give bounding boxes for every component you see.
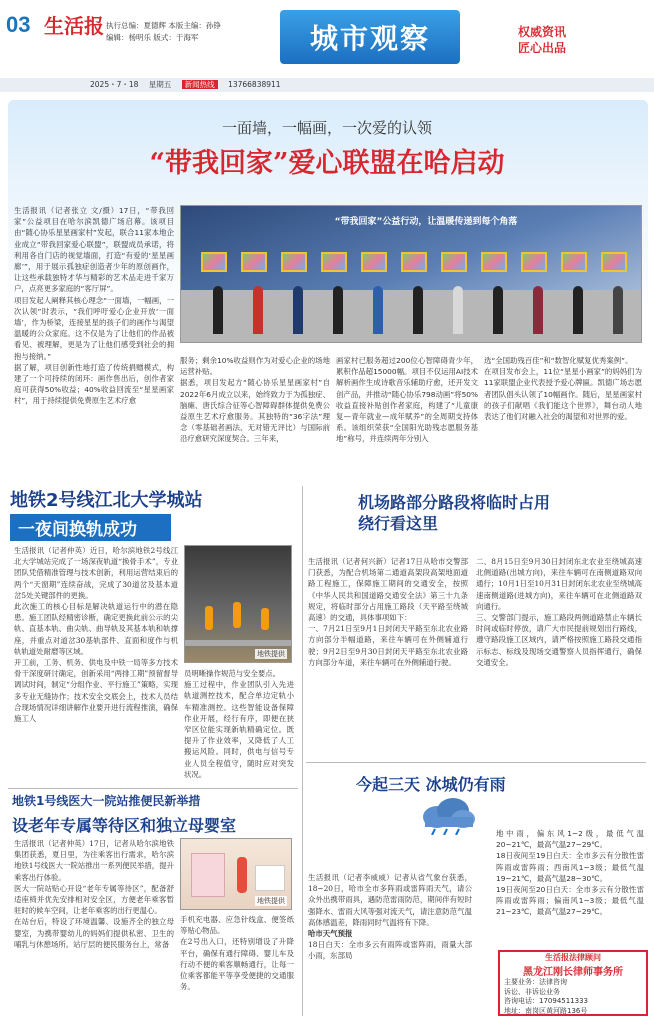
subway-paragraph: 开工前，工务、机务、供电及中铁一局等多方技术骨干深度研讨确定，创新采用“两排工期”预留督导调试时间，制定“分组作业、平行施工”策略，实现多专业无缝协作；技术安全交底会上，技术人员结合现场情况详细讲解作业要开进行流程推演，确保施工人 [14, 658, 178, 724]
page-number: 03 [6, 12, 31, 37]
law-firm-ad [498, 950, 648, 1016]
person-figure [293, 286, 303, 334]
lead-paragraph: 画家村已服务超过200位心智障碍青少年，累积作品超15000幅。项目不仅运用AI技术解析画作生成诗歌音乐辅助疗愈，还开发文创产品，并推动“随心协乐798动画”将50%收益直接补贴创作者家庭，构建了“儿童康复—青年就业—成年赋养”的全周期支持体系。该组织荣获“全国阳光助残志愿服务基地”称号，并连续两年分别入 [336, 356, 478, 444]
painting-panel [561, 252, 587, 272]
lead-paragraph: 据悉，项目发起方“随心协乐星星画家村”自2022年6月成立以来，始终致力于为孤独症、脑瘫、唐氏综合征等心智障碍群体提供免费公益原生艺术疗愈服务。其独特的“36字法”理念（零基础者画法、无对错无评比）与国际前沿疗愈研究深度契合。三年来， [180, 378, 330, 444]
rain-cloud-icon [415, 795, 479, 835]
rail [185, 640, 291, 646]
person-figure [253, 286, 263, 334]
worker-figure [261, 608, 269, 630]
lead-paragraph: 生活报讯（记者张立 文/摄）17日，“带我回家”公益项目在哈尔滨凯德广场启幕。该项目由“随心协乐星星画家村”发起，联合11家本地企业成立“带我回家爱心联盟”，联盟成员承诺，将利用各自门店的视觉墙面，打造“有爱的‘星星画廊’”，用于展示孤独症创造者少年的原创画作，让这些承载独特才华与精彩的艺术品走进千家万户，点亮更多家庭的“客厅屏”。 [14, 206, 174, 294]
lead-column-2 [180, 355, 330, 445]
stage [181, 290, 641, 342]
hospital-paragraph: 在2号出入口，还特别增设了升降平台，确保有通行障碍、婴儿车及行动不便的乘客顺畅通行，让每一位乘客都能平等享受便捷的交通服务。 [180, 937, 294, 992]
airport-paragraph: 二、8月15日至9月30日封闭东北农业至绕城高速北侧道路(出城方向)，来往车辆可在南侧道路双向通行；10月1日至10月31日封闭东北农业至绕城高速南侧道路(进城方向)，来往车辆可在北侧道路双向通行。 [476, 557, 642, 611]
painting-panel [361, 252, 387, 272]
painting-panel [321, 252, 347, 272]
weather-paragraph: 地中雨，偏东风1~2级，最低气温20~21℃，最高气温27~29℃。 [496, 829, 644, 850]
worker-figure [205, 606, 213, 630]
hospital-paragraph: 生活报讯（记者仲英）17日，记者从哈尔滨地铁集团获悉，夏日里，为往乘客出行需求，哈尔滨地铁1号线医大一院站推出一系列便民举措，提升乘客出行体验。 [14, 839, 174, 882]
hospital-headline-line-2: 设老年专属等待区和独立母婴室 [12, 816, 237, 835]
room-fixture [191, 853, 225, 897]
subway-paragraph: 生活报讯（记者仲英）近日，哈尔滨地铁2号线江北大学城站完成了一场深夜轨道“换骨手术”，专业团队凭借精准管理与技术创新，利用运营结束后的两个“天窗期”连续奋战，完成了30道岔及基本道岔5处关键部件的更换。 [14, 546, 178, 600]
staff-figure [237, 857, 247, 893]
weather-paragraph: 19日夜间至20日白天：全市多云有分散性雷阵雨或雷阵雨；偏南风1~3级；最低气温21~23℃，最高气温27~29℃。 [496, 885, 644, 917]
ad-line: 主要业务：法律咨询 [504, 978, 567, 986]
lead-paragraph: 服务；剩余10%收益则作为对爱心企业的场地运营补贴。 [180, 356, 330, 377]
airport-headline-line-2: 绕行看这里 [358, 514, 439, 533]
paper-logo: 生活报 [44, 14, 104, 38]
weather-headline: 今起三天 冰城仍有雨 [356, 775, 506, 794]
person-figure [453, 286, 463, 334]
slogan [518, 24, 566, 56]
ad-firm-name: 黑龙江刚长律师事务所 [523, 967, 623, 978]
hospital-headline-line-1: 地铁1号线医大一院站推便民新举措 [12, 794, 201, 808]
ad-line: 地址：南岗区黄河路136号 [504, 1006, 588, 1015]
airport-paragraph: 生活报讯（记者何兴新）记者17日从哈市交警部门获悉，为配合机场第二通道高架段高架地面道路工程施工，保障施工期间的交通安全，按照《中华人民共和国道路交通安全法》第三十九条规定，将临时部分占用施工路段（天平路至绕城高速）的交通，具体事项如下： [308, 557, 468, 623]
lead-paragraph: 选“全国助残百佳”和“数智化赋复优秀案例”。 [484, 356, 633, 365]
lead-column-1 [14, 205, 174, 407]
ad-body [500, 978, 646, 1016]
hospital-column-1 [14, 838, 174, 950]
lead-event-photo [180, 205, 642, 343]
issue-date: 2025・7・18 [90, 80, 139, 89]
person-figure [413, 286, 423, 334]
staff-credits [106, 20, 221, 44]
ad-title: 生活报法律顾问 [500, 952, 646, 963]
date-bar [0, 78, 654, 92]
subway-paragraph: 此次施工的核心目标是解决轨道运行中的潜在隐患。施工团队经精密诊断，确定更换此前公示的尖轨、直基本轨、曲尖轨、曲导轨及其基本轨和轨撑座，并重点对道岔30基轨部件、直面和度作与机轨轨道处耐磨等区域。 [14, 602, 178, 656]
slogan-line-1: 权威资讯 [518, 25, 567, 39]
hospital-headline [12, 792, 298, 836]
person-figure [613, 286, 623, 334]
hospital-paragraph: 医大一院站贴心开设“老年专属等待区”，配备舒适座椅并优先安排相对安全区，方便老年乘客暂驻时的候车空间，让老年乘客的出行更温心。 [14, 883, 174, 916]
lead-kicker: 一面墙，一幅画，一次爱的认领 [221, 119, 432, 137]
section-divider [8, 788, 298, 789]
weather-column-2 [496, 828, 644, 918]
photo-banner-text: “带我回家”公益行动，让温暖传递到每个角落 [334, 217, 518, 227]
lead-paragraph: 项目发起人阐释其核心理念“一面墙，一幅画，一次认领”时表示，“我们呼吁爱心企业开放‘一面墙’，作为桥梁，连接星星的孩子们的画作与渴望温暖的公众家庭。这不仅是为了让他们的作品被看见、被理解，更是为了让他们感受到社会的拥抱与接纳。” [14, 295, 174, 361]
lead-column-4 [484, 355, 642, 422]
lead-column-3 [336, 355, 478, 445]
subway-column-2 [184, 668, 294, 780]
person-figure [333, 286, 343, 334]
person-figure [533, 286, 543, 334]
hospital-column-2 [180, 914, 294, 992]
staff-line-2: 编辑：杨明乐 版式：于海军 [106, 33, 199, 42]
airport-paragraph: 三、交警部门提示，施工路段两侧道路禁止车辆长时间或临时停放，请广大市民提前规划出行路线，遵守路段施工区域内，请严格按照施工路段交通指示标志、标线及现场交通警察人员指挥通行，确保交通安全。 [476, 613, 642, 667]
subway-photo [184, 545, 292, 663]
painting-panel [601, 252, 627, 272]
lead-paragraph: 据了解，项目创新性地打造了传统捐赠模式，构建了一个可持续的闭环：画作售出后，创作者家庭可获得50%收益；40%收益回流至“星星画家村”，用于持续提供免费原生艺术疗愈 [14, 362, 174, 406]
airport-column-2 [476, 556, 642, 668]
subway-paragraph: 员明晰操作规范与安全要点。 [184, 669, 281, 678]
weather-paragraph: 18日夜间至19日白天：全市多云有分散性雷阵雨或雷阵雨；西南风1~3级；最低气温19~21℃，最高气温28~30℃。 [496, 851, 644, 883]
subway-headline-line-1: 地铁2号线江北大学城站 [10, 490, 203, 511]
section-title: 城市观察 [280, 10, 460, 64]
weather-column-1 [308, 872, 472, 962]
lead-headline: “带我回家”爱心联盟在哈启动 [149, 148, 505, 179]
painting-panel [241, 252, 267, 272]
worker-figure [233, 602, 241, 628]
airport-headline [358, 492, 638, 534]
hospital-paragraph: 手机充电器、应急针线盒、便签纸等贴心物品。 [180, 915, 294, 936]
hotline-label: 新闻热线 [182, 80, 218, 89]
staff-line-1: 执行总编：夏德辉 本版主编：孙铮 [106, 21, 221, 30]
painting-panel [201, 252, 227, 272]
hotline-number: 13766838911 [228, 80, 281, 89]
person-figure [493, 286, 503, 334]
painting-panel [281, 252, 307, 272]
airport-paragraph: 一、7月21日至9月1日封闭天平路至东北农业路方向部分半幅道路，来往车辆可在外侧辅道行驶；9月2日至9月30日封闭天平路至东北农业路方向部分车道，来往车辆可在外侧辅道行驶。 [308, 624, 468, 667]
hospital-paragraph: 在站台后，特设了环境温馨、设施齐全的独立母婴室，为携带婴幼儿的妈妈们提供私密、卫生的哺乳与休憩场所。站厅层的便民服务台上，常备 [14, 917, 174, 949]
subway-paragraph: 施工过程中，作业团队引入先进轨道测控技术，配合单边定轨小车精准测控。这些智能设备保障作业开展，经行有序，即便在狭窄区位能实现新轨精确定位。既提升了作业效率，又降低了人工搬运风险。同时，供电与信号专业人员全程值守，随时应对突发状况。 [184, 680, 294, 779]
mother-baby-room-photo [180, 838, 292, 910]
ad-line: 咨询电话：17094511333 [504, 997, 588, 1005]
changing-table [255, 865, 285, 891]
painting-panel [481, 252, 507, 272]
weather-subheading: 哈市天气预报 [308, 929, 353, 939]
photo-caption: 地铁提供 [257, 897, 285, 905]
person-figure [373, 286, 383, 334]
airport-column-1 [308, 556, 468, 668]
issue-weekday: 星期五 [148, 80, 172, 89]
masthead [0, 0, 654, 72]
ad-line: 诉讼、非诉讼业务 [504, 987, 560, 996]
section-divider [306, 762, 646, 763]
weather-paragraph: 18日白天：全市多云有雨阵或雷阵雨，雨量大部小雨，东部局 [308, 940, 472, 961]
subway-headline [10, 486, 294, 540]
subway-headline-line-2: 一夜间换轨成功 [10, 514, 171, 541]
painting-panel [401, 252, 427, 272]
airport-headline-line-1: 机场路部分路段将临时占用 [358, 493, 551, 512]
person-figure [213, 286, 223, 334]
painting-panel [441, 252, 467, 272]
column-divider [302, 486, 303, 1016]
photo-caption: 地铁提供 [257, 650, 285, 658]
slogan-line-2: 匠心出品 [518, 41, 567, 55]
lead-paragraph: 在项目发布会上，11位“星星小画家”的妈妈们为11家联盟企业代表授予爱心牌匾。凯德广场志愿者团队倡头认领了10幅画作。随后，星星画家村的孩子们献唱《我们能这个世界》，舞台动人地表达了他们对融入社会的渴望和对世界的爱。 [484, 367, 642, 422]
weather-paragraph: 生活报讯（记者李威威）记者从省气象台获悉，18~20日，哈市全市多阵雨或雷阵雨天气，请公众外出携带雨具，遇防范雷雨防范，期间伴有短时强降水、雷雨大风等强对流天气，请注意防范气温高体感温差，降雨同时气温将有下降。 [308, 873, 472, 927]
person-figure [573, 286, 583, 334]
painting-panel [521, 252, 547, 272]
subway-column-1 [14, 545, 178, 724]
